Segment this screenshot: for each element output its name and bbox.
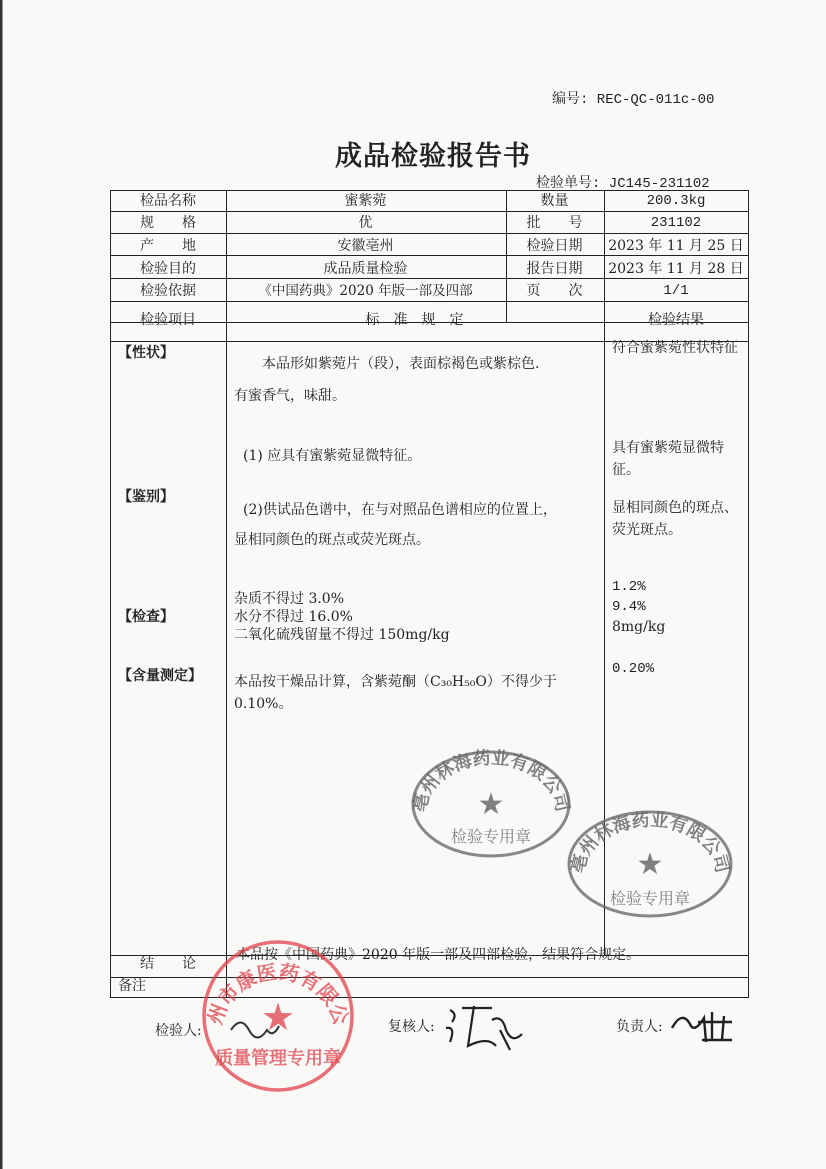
inspector-label: 检验人: xyxy=(155,1023,202,1039)
label-report-date: 报告日期 xyxy=(526,261,583,277)
section-label-appearance: 【性状】 xyxy=(118,345,174,361)
value-report-date: 2023 年 11 月 28 日 xyxy=(608,261,744,277)
page-title: 成品检验报告书 xyxy=(335,141,531,172)
check-result-so2: 8mg/kg xyxy=(612,619,666,635)
check-result-impurity: 1.2% xyxy=(612,579,646,595)
quality-management-seal xyxy=(200,938,356,1094)
identification-standard-2-line2: 显相同颜色的斑点或荧光斑点。 xyxy=(234,532,430,548)
col-header-result: 检验结果 xyxy=(648,312,704,328)
value-origin: 安徽亳州 xyxy=(337,238,394,254)
seal-3-company: 州市康医药有限公 xyxy=(202,959,354,1028)
section-label-identification: 【鉴别】 xyxy=(118,489,174,505)
identification-result-1: 具有蜜紫菀显微特征。 xyxy=(612,440,724,478)
value-quantity: 200.3kg xyxy=(646,193,706,209)
conclusion-label: 结 论 xyxy=(140,956,196,972)
check-standard-impurity: 杂质不得过 3.0% xyxy=(234,591,345,607)
col-header-item: 检验项目 xyxy=(140,312,196,328)
label-purpose: 检验目的 xyxy=(140,261,196,277)
assay-standard-line1: 本品按干燥品计算，含紫菀酮（C₃₀H₅₀O）不得少于 xyxy=(234,674,557,690)
value-purpose: 成品质量检验 xyxy=(323,261,408,277)
remark-label: 备注 xyxy=(118,978,146,994)
inspection-seal-1 xyxy=(410,748,572,860)
label-batch: 批 号 xyxy=(526,215,583,231)
seal-1-sub: 检验专用章 xyxy=(450,827,532,846)
appearance-result: 符合蜜紫菀性状特征 xyxy=(612,340,738,356)
section-label-assay: 【含量测定】 xyxy=(118,668,202,684)
label-spec: 规 格 xyxy=(140,215,196,231)
section-label-check: 【检查】 xyxy=(118,609,174,625)
label-origin: 产 地 xyxy=(140,238,196,254)
col-header-standard: 标 准 规 定 xyxy=(365,312,464,328)
value-inspection-date: 2023 年 11 月 25 日 xyxy=(608,238,744,254)
value-basis: 《中国药典》2020 年版一部及四部 xyxy=(258,283,473,299)
svg-text:★: ★ xyxy=(477,787,505,822)
reviewer-signature xyxy=(440,1000,530,1060)
label-quantity: 数量 xyxy=(540,193,569,209)
seal-2-sub: 检验专用章 xyxy=(609,889,691,908)
appearance-standard-line2: 有蜜香气，味甜。 xyxy=(234,388,346,404)
inspection-number: 检验单号: JC145-231102 xyxy=(536,176,710,192)
assay-result: 0.20% xyxy=(612,661,655,677)
inspection-seal-2 xyxy=(566,808,734,920)
seal-2-company: 亳州林海药业有限公司 xyxy=(567,809,733,876)
reviewer-label: 复核人: xyxy=(388,1019,435,1035)
seal-3-sub: 质量管理专用章 xyxy=(215,1048,341,1069)
identification-standard-1: (1) 应具有蜜紫菀显微特征。 xyxy=(243,448,422,464)
svg-text:★: ★ xyxy=(636,847,664,882)
label-product-name: 检品名称 xyxy=(140,193,196,209)
assay-standard-line2: 0.10%。 xyxy=(234,696,293,712)
label-basis: 检验依据 xyxy=(140,283,196,299)
value-product-name: 蜜紫菀 xyxy=(344,193,387,209)
seal-1-company: 亳州林海药业有限公司 xyxy=(410,748,572,814)
identification-result-2: 显相同颜色的斑点、荧光斑点。 xyxy=(612,500,738,538)
label-inspection-date: 检验日期 xyxy=(526,238,583,254)
document-number: 编号: REC-QC-011c-00 xyxy=(552,92,715,108)
value-page: 1/1 xyxy=(663,283,689,299)
value-spec: 优 xyxy=(358,215,373,231)
label-page: 页 次 xyxy=(526,283,583,299)
responsible-label: 负责人: xyxy=(616,1019,663,1035)
identification-standard-2-line1: (2)供试品色谱中，在与对照品色谱相应的位置上， xyxy=(243,502,557,518)
appearance-standard-line1: 本品形如紫菀片（段），表面棕褐色或紫棕色. xyxy=(262,356,540,372)
svg-text:★: ★ xyxy=(260,995,296,1039)
check-result-moisture: 9.4% xyxy=(612,599,646,615)
value-batch: 231102 xyxy=(650,215,702,231)
responsible-signature xyxy=(668,1004,738,1048)
check-standard-moisture: 水分不得过 16.0% xyxy=(234,609,353,625)
scan-edge xyxy=(0,0,10,1169)
check-standard-so2: 二氧化硫残留量不得过 150mg/kg xyxy=(234,627,450,643)
conclusion-text: 本品按《中国药典》2020 年版一部及四部检验，结果符合规定。 xyxy=(236,947,641,963)
